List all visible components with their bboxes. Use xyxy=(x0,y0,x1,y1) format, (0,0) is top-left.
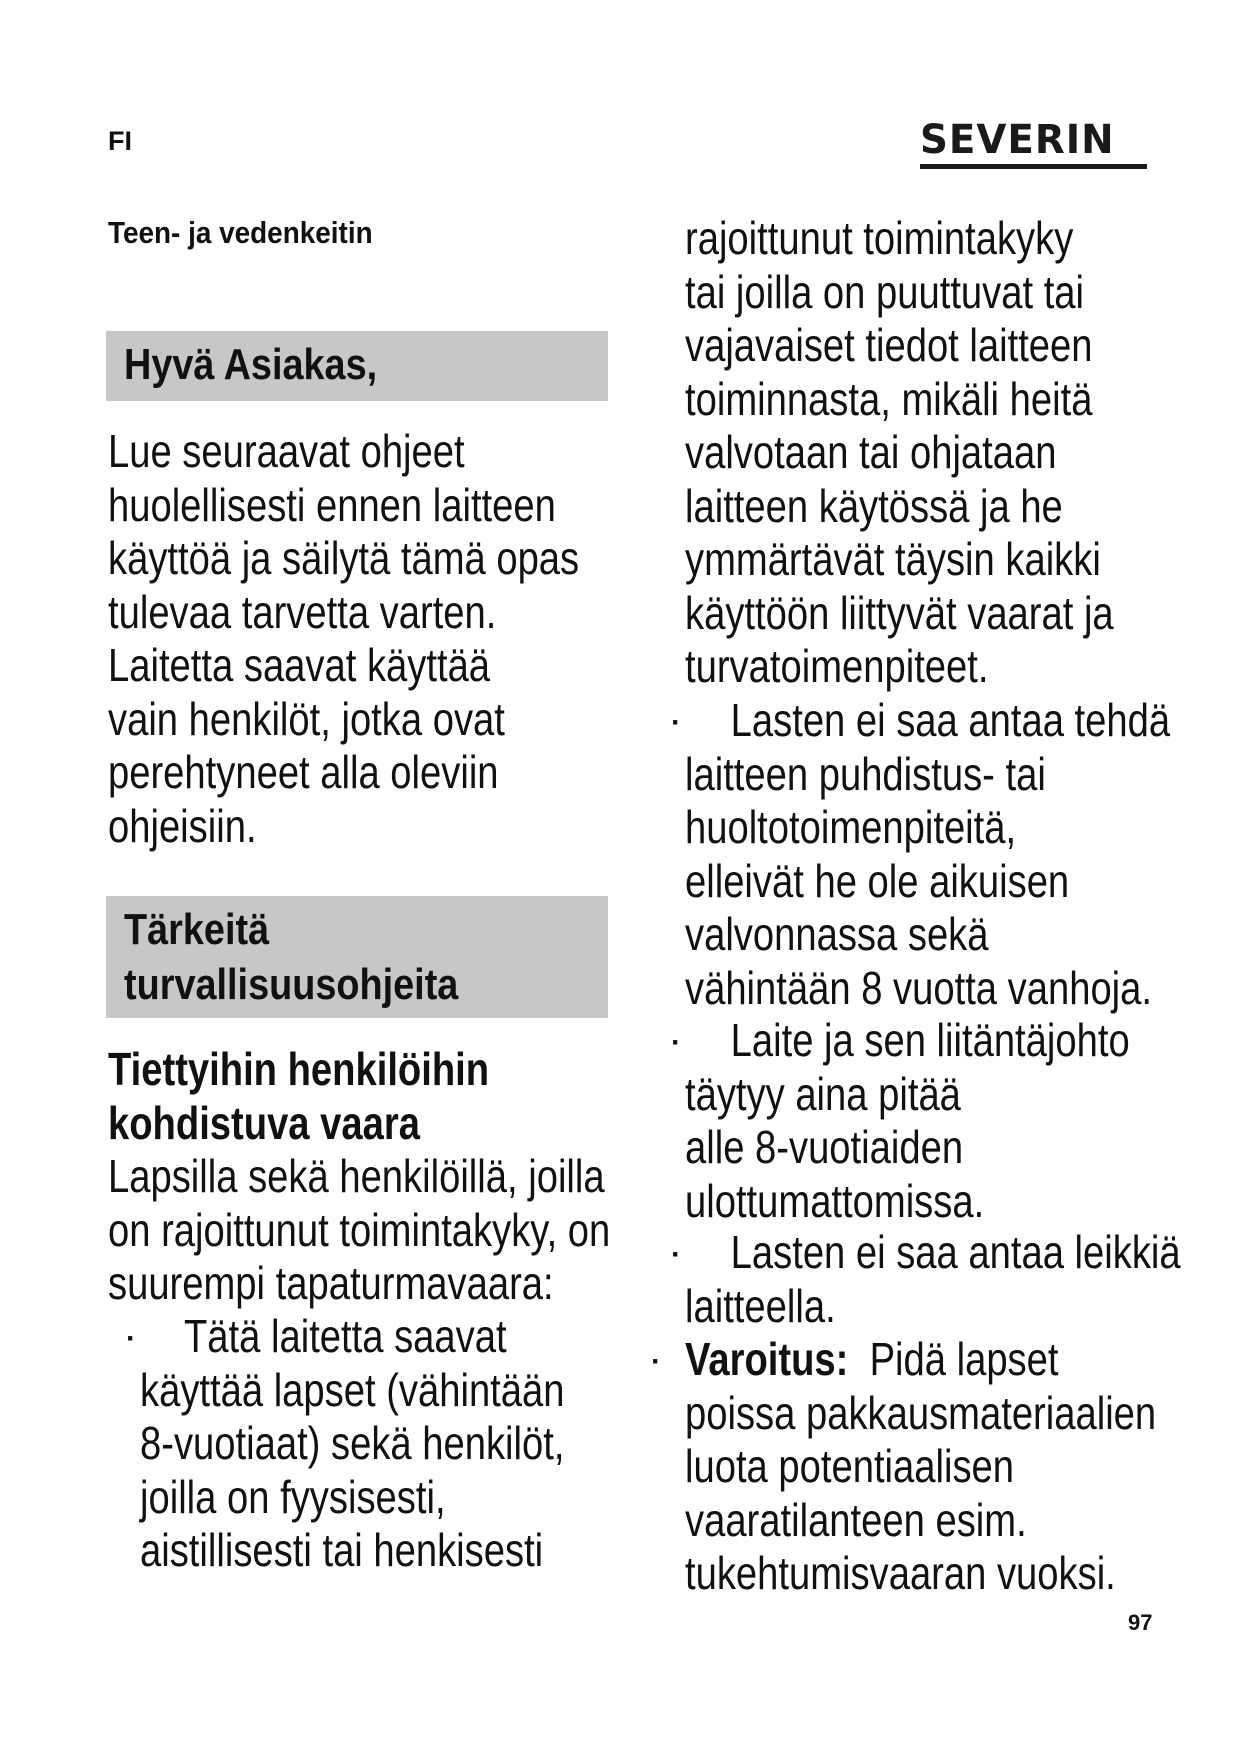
continuation-line: rajoittunut toimintakyky xyxy=(685,212,1074,264)
bullet-2-line: huoltotoimenpiteitä, xyxy=(685,801,1017,853)
bullet-dot: · xyxy=(126,1322,136,1355)
bullet-item-2 xyxy=(671,694,1241,1015)
bullet-2-line: valvonnassa sekä xyxy=(685,908,989,960)
bullet-4-line: Lasten ei saa antaa leikkiä xyxy=(730,1226,1181,1278)
bullet-1-continuation xyxy=(685,212,1201,694)
bullet-1-line: 8-vuotiaat) sekä henkilöt, xyxy=(140,1417,565,1469)
danger-heading-line: kohdistuva vaara xyxy=(108,1096,420,1149)
continuation-line: vajavaiset tiedot laitteen xyxy=(685,319,1093,371)
bullet-1-line: käyttää lapset (vähintään xyxy=(140,1363,565,1416)
warning-line: luota potentiaalisen xyxy=(685,1440,1015,1492)
danger-heading-line: Tiettyihin henkilöihin xyxy=(108,1043,490,1095)
warning-first-line xyxy=(685,1333,1156,1387)
continuation-line: tai joilla on puuttuvat tai xyxy=(685,265,1085,318)
bullet-1-line: aistillisesti tai henkisesti xyxy=(140,1524,544,1576)
bullet-3-line: alle 8-vuotiaiden xyxy=(685,1121,964,1173)
safety-heading-line: Tärkeitä xyxy=(124,905,270,954)
bullet-2-line: elleivät he ole aikuisen xyxy=(685,854,1070,907)
warning-line: tukehtumisvaaran vuoksi. xyxy=(685,1547,1116,1599)
language-code: FI xyxy=(108,126,132,156)
bullet-item-4 xyxy=(671,1226,1241,1333)
intro-line: käyttöä ja säilytä tämä opas xyxy=(108,532,580,584)
bullet-4-line: laitteella. xyxy=(685,1279,836,1332)
bullet-item-3 xyxy=(671,1014,1221,1228)
bullet-dot: · xyxy=(671,1238,681,1271)
bullet-3-line: ulottumattomissa. xyxy=(685,1174,985,1227)
continuation-line: toiminnasta, mikäli heitä xyxy=(685,372,1093,425)
danger-text-line: on rajoittunut toimintakyky, on xyxy=(108,1203,611,1256)
intro-line: ohjeisiin. xyxy=(108,799,257,852)
bullet-2-line: Lasten ei saa antaa tehdä xyxy=(730,694,1171,746)
bullet-dot: · xyxy=(671,706,681,739)
intro-line: Lue seuraavat ohjeet xyxy=(108,425,465,477)
warning-line: poissa pakkausmateriaalien xyxy=(685,1386,1157,1439)
bullet-dot: · xyxy=(651,1345,661,1378)
bullet-item-1 xyxy=(126,1310,651,1578)
bullet-1-line: Tätä laitetta saavat xyxy=(183,1310,507,1362)
bullet-1-line: joilla on fyysisesti, xyxy=(140,1470,446,1523)
continuation-line: turvatoimenpiteet. xyxy=(685,640,989,692)
safety-heading-box xyxy=(106,896,608,1018)
warning-line: vaaratilanteen esim. xyxy=(685,1493,1027,1546)
bullet-2-line: vähintään 8 vuotta vanhoja. xyxy=(685,961,1153,1014)
warning-first-text: Pidä lapset xyxy=(869,1333,1059,1385)
bullet-dot: · xyxy=(671,1026,681,1059)
brand-logo: SEVERIN xyxy=(920,120,1147,169)
product-title: Teen- ja vedenkeitin xyxy=(108,215,373,250)
greeting-heading: Hyvä Asiakas, xyxy=(124,340,378,389)
warning-item xyxy=(651,1333,1241,1601)
bullet-3-line: Laite ja sen liitäntäjohto xyxy=(730,1014,1130,1066)
intro-line: tulevaa tarvetta varten. xyxy=(108,585,497,638)
intro-paragraph xyxy=(108,425,676,853)
intro-line: vain henkilöt, jotka ovat xyxy=(108,692,505,745)
continuation-line: valvotaan tai ohjataan xyxy=(685,426,1057,478)
continuation-line: laitteen käytössä ja he xyxy=(685,479,1063,532)
continuation-line: ymmärtävät täysin kaikki xyxy=(685,533,1101,585)
safety-heading-line: turvallisuusohjeita xyxy=(124,960,459,1009)
intro-line: Laitetta saavat käyttää xyxy=(108,639,491,691)
danger-text-line: suurempi tapaturmavaara: xyxy=(108,1257,554,1309)
danger-section xyxy=(108,1043,713,1311)
page-number: 97 xyxy=(1128,1610,1153,1635)
intro-line: huolellisesti ennen laitteen xyxy=(108,478,556,531)
continuation-line: käyttöön liittyvät vaarat ja xyxy=(685,586,1114,639)
bullet-3-line: täytyy aina pitää xyxy=(685,1067,961,1120)
bullet-2-line: laitteen puhdistus- tai xyxy=(685,747,1046,800)
intro-line: perehtyneet alla oleviin xyxy=(108,746,499,798)
danger-text-line: Lapsilla sekä henkilöillä, joilla xyxy=(108,1150,605,1202)
warning-label: Varoitus: xyxy=(685,1333,849,1385)
greeting-heading-box xyxy=(106,331,608,401)
